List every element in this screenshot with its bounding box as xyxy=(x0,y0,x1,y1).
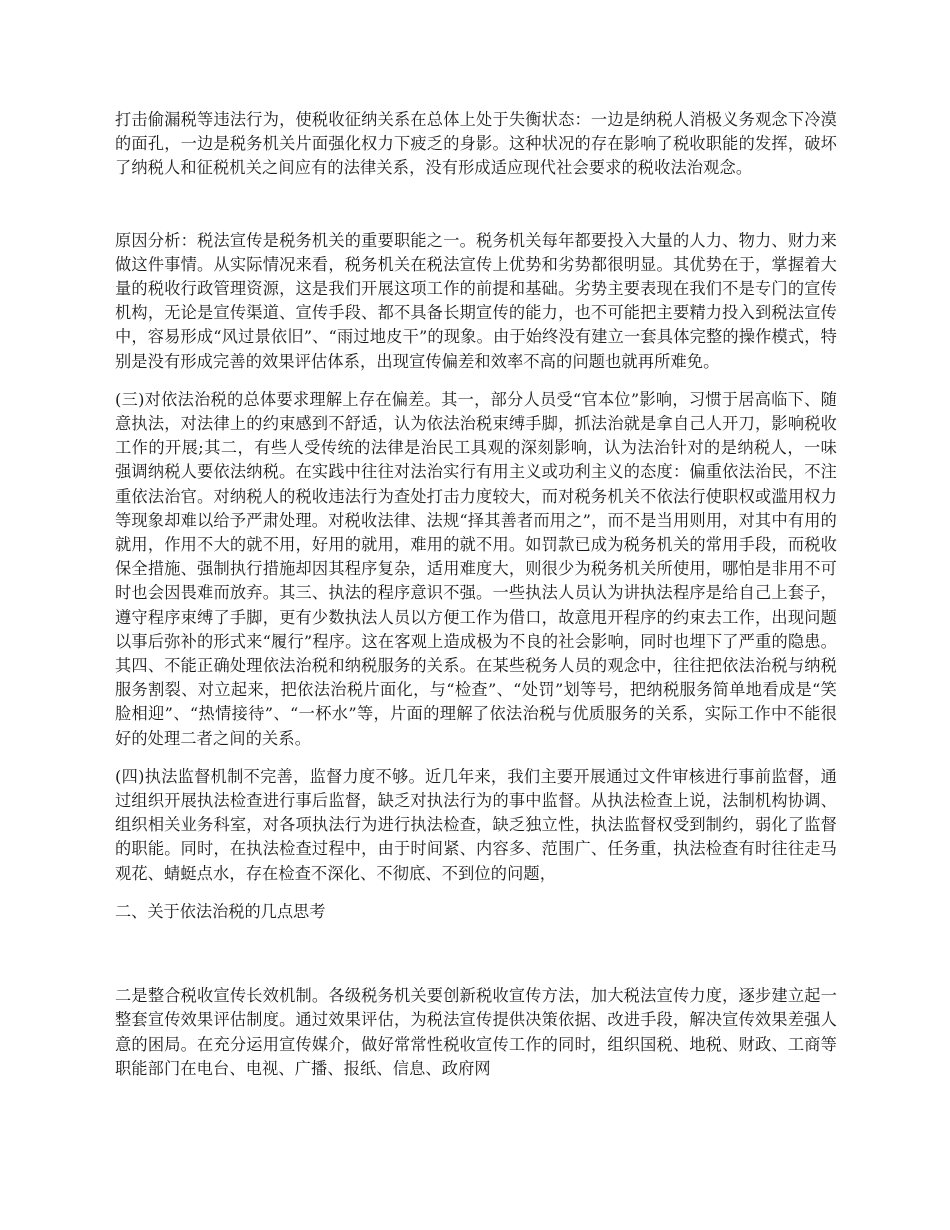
document-page xyxy=(115,108,837,1081)
spacer xyxy=(115,886,837,900)
spacer xyxy=(115,181,837,229)
spacer xyxy=(115,924,837,984)
paragraph-1: 打击偷漏税等违法行为，使税收征纳关系在总体上处于失衡状态：一边是纳税人消极义务观念下冷漠的面孔，一边是税务机关片面强化权力下疲乏的身影。这种状况的存在影响了税收职能的发挥，破坏了纳税人和征税机关之间应有的法律关系，没有形成适应现代社会要求的税收法治观念。 xyxy=(115,110,837,178)
section-heading: 二、关于依法治税的几点思考 xyxy=(115,901,326,921)
paragraph-5: 二是整合税收宣传长效机制。各级税务机关要创新税收宣传方法，加大税法宣传力度，逐步建立起一整套宣传效果评估制度。通过效果评估，为税法宣传提供决策依据、改进手段，解决宣传效果差强人意的困局。在充分运用宣传媒介，做好常常性税收宣传工作的同时，组织国税、地税、财政、工商等职能部门在电台、电视、广播、报纸、信息、政府网 xyxy=(115,986,837,1078)
spacer xyxy=(115,374,837,388)
paragraph-2: 原因分析：税法宣传是税务机关的重要职能之一。税务机关每年都要投入大量的人力、物力、财力来做这件事情。从实际情况来看，税务机关在税法宣传上优势和劣势都很明显。其优势在于，掌握着大量的税收行政管理资源，这是我们开展这项工作的前提和基础。劣势主要表现在我们不是专门的宣传机构，无论是宣传渠道、宣传手段、都不具备长期宣传的能力，也不可能把主要精力投入到税法宣传中，容易形成“风过景依旧”、“雨过地皮干”的现象。由于始终没有建立一套具体完整的操作模式，特别是没有形成完善的效果评估体系，出现宣传偏差和效率不高的问题也就再所难免。 xyxy=(115,230,837,371)
spacer xyxy=(115,751,837,765)
paragraph-3: (三)对依法治税的总体要求理解上存在偏差。其一，部分人员受“官本位”影响，习惯于居高临下、随意执法，对法律上的约束感到不舒适，认为依法治税束缚手脚，抓法治就是拿自己人开刀，影响税收工作的开展;其二，有些人受传统的法律是治民工具观的深刻影响，认为法治针对的是纳税人，一味强调纳税人要依法纳税。在实践中往往对法治实行有用主义或功利主义的态度：偏重依法治民，不注重依法治官。对纳税人的税收违法行为查处打击力度较大，而对税务机关不依法行使职权或滥用权力等现象却难以给予严肃处理。对税收法律、法规“择其善者而用之”，而不是当用则用，对其中有用的就用，作用不大的就不用，好用的就用，难用的就不用。如罚款已成为税务机关的常用手段，而税收保全措施、强制执行措施却因其程序复杂，适用难度大，则很少为税务机关所使用，哪怕是非用不可时也会因畏难而放弃。其三、执法的程序意识不强。一些执法人员认为讲执法程序是给自己上套子，遵守程序束缚了手脚，更有少数执法人员以方便工作为借口，故意甩开程序的约束去工作，出现问题以事后弥补的形式来“履行”程序。这在客观上造成极为不良的社会影响，同时也埋下了严重的隐患。其四、不能正确处理依法治税和纳税服务的关系。在某些税务人员的观念中，往往把依法治税与纳税服务割裂、对立起来，把依法治税片面化，与“检查”、“处罚”划等号，把纳税服务简单地看成是“笑脸相迎”、“热情接待”、“一杯水”等，片面的理解了依法治税与优质服务的关系，实际工作中不能很好的处理二者之间的关系。 xyxy=(115,389,837,748)
paragraph-4: (四)执法监督机制不完善，监督力度不够。近几年来，我们主要开展通过文件审核进行事前监督，通过组织开展执法检查进行事后监督，缺乏对执法行为的事中监督。从执法检查上说，法制机构协调、组织相关业务科室，对各项执法行为进行执法检查，缺乏独立性，执法监督权受到制约，弱化了监督的职能。同时，在执法检查过程中，由于时间紧、内容多、范围广、任务重，执法检查有时往往走马观花、蜻蜓点水，存在检查不深化、不彻底、不到位的问题， xyxy=(115,766,837,883)
